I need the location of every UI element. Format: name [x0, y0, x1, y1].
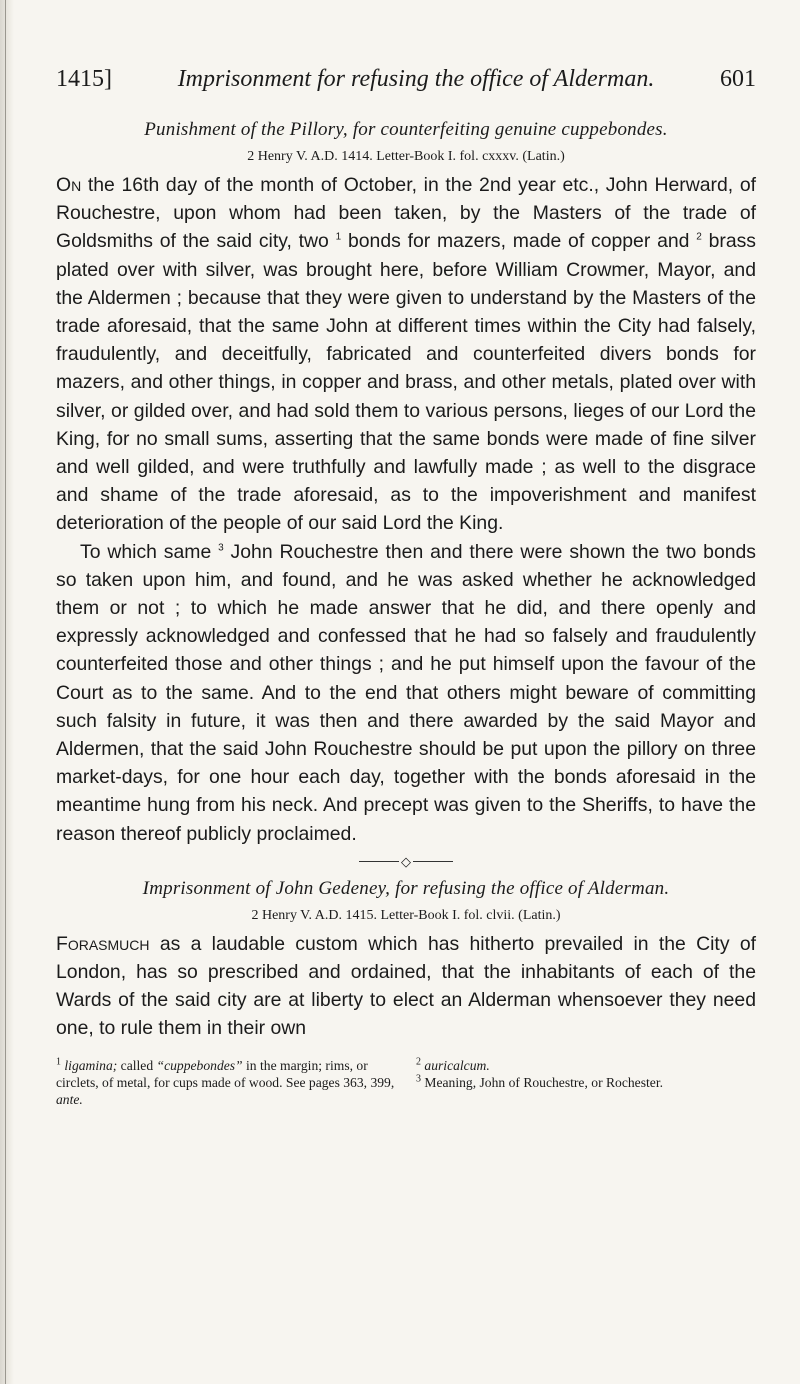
footnote-ref[interactable]: 1: [335, 231, 342, 243]
section-divider: [56, 853, 756, 869]
footnote-text: Meaning, John of Rouchestre, or Rochester.: [421, 1074, 663, 1090]
section-title: Imprisonment of John Gedeney, for refusing the office of Alderman.: [142, 877, 670, 899]
diamond-ornament-icon: ◇: [401, 853, 411, 869]
paragraph-text: as a laudable custom which has hitherto prevailed in the City of London, has so prescribed and ordained, that the inhabitants of each of the Wards of the said city are at liberty to elect an Alderman whensoever they need one, to rule them in their own: [56, 932, 756, 1040]
paragraph-text: brass plated over with silver, was brought here, before William Crowmer, Mayor, and the Aldermen ; because that they were given to understand by the Masters of the trade aforesaid, that the same John at different times within the City had falsely, fraudulently, and deceitfully, fabricated and counterfeited divers bonds for mazers, and other things, in copper and brass, and other metals, plated over with silver, or gilded over, and had sold them to various persons, lieges of our Lord the King, for no small sums, asserting that the same bonds were made of fine silver and well gilded, and were truthfully and lawfully made ; as well to the disgrace and shame of the trade aforesaid, as to the impoverishment and manifest deterioration of the people of our said Lord the King.: [56, 230, 757, 535]
gutter-edge-line: [5, 0, 6, 1384]
paragraph-text: To which same: [80, 540, 219, 563]
footnote-text: in the margin; rims, or circlets, of metal, for cups made of wood. See pages 363, 399,: [56, 1057, 395, 1090]
running-head: [56, 66, 756, 93]
footnote-left: [56, 1057, 396, 1108]
divider-rule: [359, 861, 399, 862]
paragraph-text: John Rouchestre then and there were shown the two bonds so taken upon him, and found, and he was asked whether he acknowledged them or not ; to which he made answer that he did, and there openly and expressly acknowledged and confessed that he had so falsely and fraudulently counterfeited those and other things ; and he put himself upon the favour of the Court as to the same. And to the end that others might beware of committing such falsity in future, it was then and there awarded by the said Mayor and Aldermen, that the said John Rouchestre should be put upon the pillory on three market-days, for one hour each day, together with the bonds aforesaid in the meantime hung from his neck. And precept was given to the Sheriffs, to have the reason thereof publicly proclaimed.: [56, 540, 756, 845]
footnote-term: ligamina;: [64, 1057, 118, 1073]
footnote-2: [416, 1057, 756, 1074]
footnotes: [56, 1057, 756, 1108]
section-title: Punishment of the Pillory, for counterfeiting genuine cuppebondes.: [144, 119, 668, 140]
footnote-3: [416, 1074, 756, 1091]
binding-gutter: [0, 0, 14, 1384]
paragraph: [56, 171, 756, 538]
section-pillory: [56, 119, 756, 848]
footnote-right: [416, 1057, 756, 1108]
footnote-number: 1: [56, 1056, 61, 1068]
footnote-number: 3: [416, 1073, 421, 1085]
book-page: [56, 66, 756, 1108]
divider-rule: [413, 861, 453, 862]
section-gedeney: [56, 878, 756, 1043]
paragraph: [56, 930, 756, 1043]
footnote-text: called: [117, 1057, 157, 1073]
paragraph: [56, 538, 756, 848]
footnote-term: auricalcum.: [424, 1057, 490, 1073]
section-citation: 2 Henry V. A.D. 1415. Letter-Book I. fol. clvii. (Latin.): [251, 907, 561, 923]
running-head-title: Imprisonment for refusing the office of Alderman.: [177, 66, 655, 92]
footnote-term: “cuppebondes”: [156, 1057, 243, 1073]
footnote-ref[interactable]: 2: [696, 231, 702, 243]
paragraph-text: the 16th day of the month of October, in the 2nd year etc., John Herward, of Rouchestre, upon whom had been taken, by the Masters of the trade of Goldsmiths of the said city, two: [56, 174, 756, 253]
paragraph-lead: On: [56, 174, 82, 196]
page-number: 601: [720, 66, 756, 92]
paragraph-text: bonds for mazers, made of copper and: [341, 230, 697, 253]
section-citation: 2 Henry V. A.D. 1414. Letter-Book I. fol. cxxxv. (Latin.): [247, 149, 565, 164]
footnote-term: ante.: [56, 1091, 83, 1107]
footnote-ref[interactable]: 3: [218, 542, 224, 554]
footnote-number: 2: [416, 1056, 421, 1068]
running-head-year: 1415]: [56, 66, 112, 92]
paragraph-lead: Forasmuch: [56, 932, 150, 955]
